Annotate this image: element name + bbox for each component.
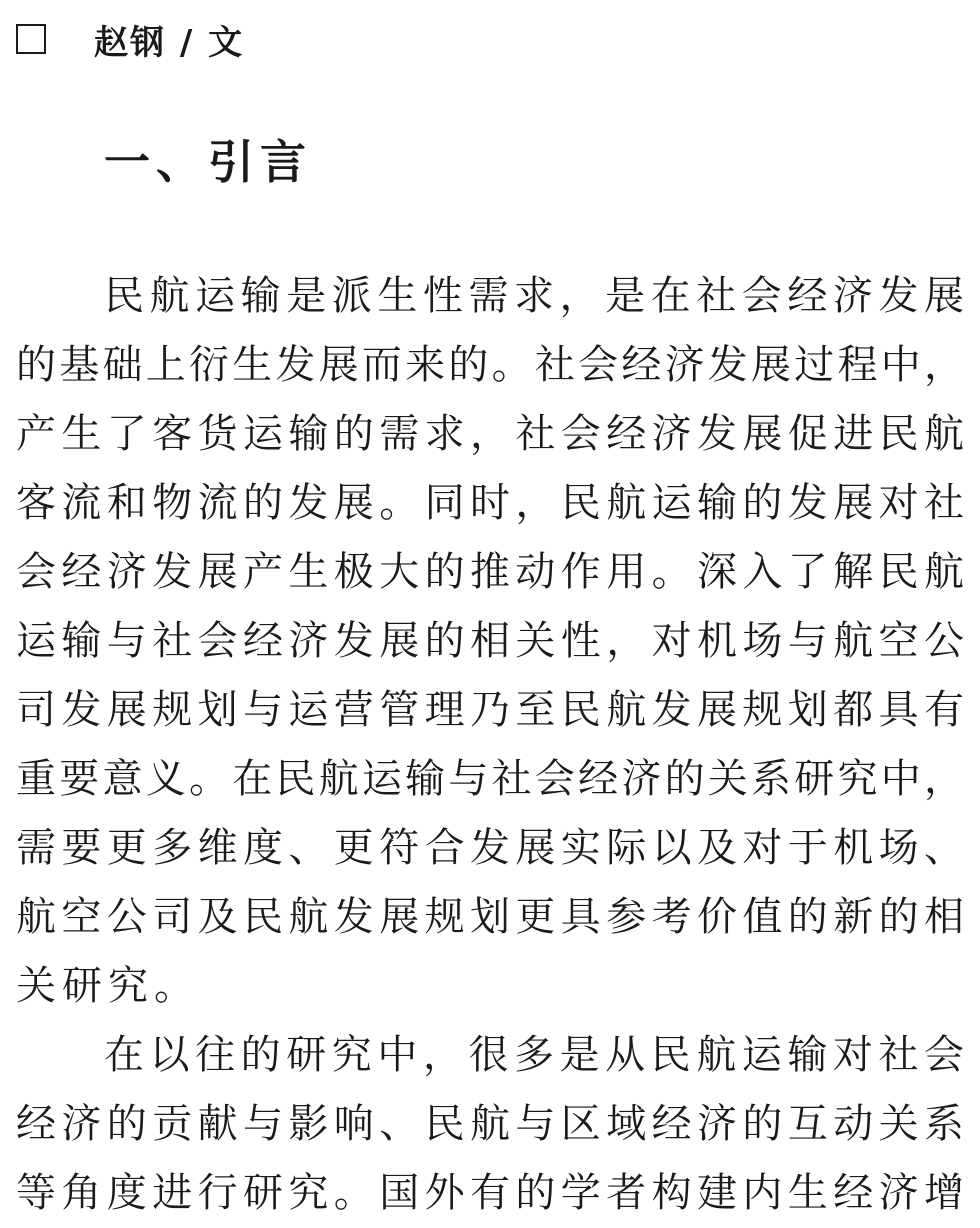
square-bullet-icon xyxy=(16,24,46,54)
text-line: 客流和物流的发展。同时，民航运输的发展对社 xyxy=(16,480,964,526)
text-line: 等角度进行研究。国外有的学者构建内生经济增 xyxy=(16,1170,964,1216)
text-line: 重要意义。在民航运输与社会经济的关系研究中， xyxy=(16,756,964,802)
text-line: 经济的贡献与影响、民航与区域经济的互动关系 xyxy=(16,1101,964,1147)
article-body xyxy=(16,262,964,1228)
text-line: 司发展规划与运营管理乃至民航发展规划都具有 xyxy=(16,687,964,733)
text-line: 会经济发展产生极大的推动作用。深入了解民航 xyxy=(16,549,964,595)
text-line: 航空公司及民航发展规划更具参考价值的新的相 xyxy=(16,894,964,940)
byline xyxy=(16,14,244,64)
text-line: 在以往的研究中，很多是从民航运输对社会 xyxy=(104,1032,964,1078)
text-line: 运输与社会经济发展的相关性，对机场与航空公 xyxy=(16,618,964,664)
text-line: 民航运输是派生性需求，是在社会经济发展 xyxy=(104,273,964,319)
text-line: 关研究。 xyxy=(16,963,200,1009)
text-line: 产生了客货运输的需求，社会经济发展促进民航 xyxy=(16,411,964,457)
section-heading: 一、引言 xyxy=(104,135,312,189)
author-name: 赵钢 / 文 xyxy=(94,22,245,63)
text-line: 需要更多维度、更符合发展实际以及对于机场、 xyxy=(16,825,964,871)
paragraph xyxy=(16,262,964,1021)
paragraph xyxy=(16,1021,964,1228)
text-line: 的基础上衍生发展而来的。社会经济发展过程中， xyxy=(16,342,964,388)
